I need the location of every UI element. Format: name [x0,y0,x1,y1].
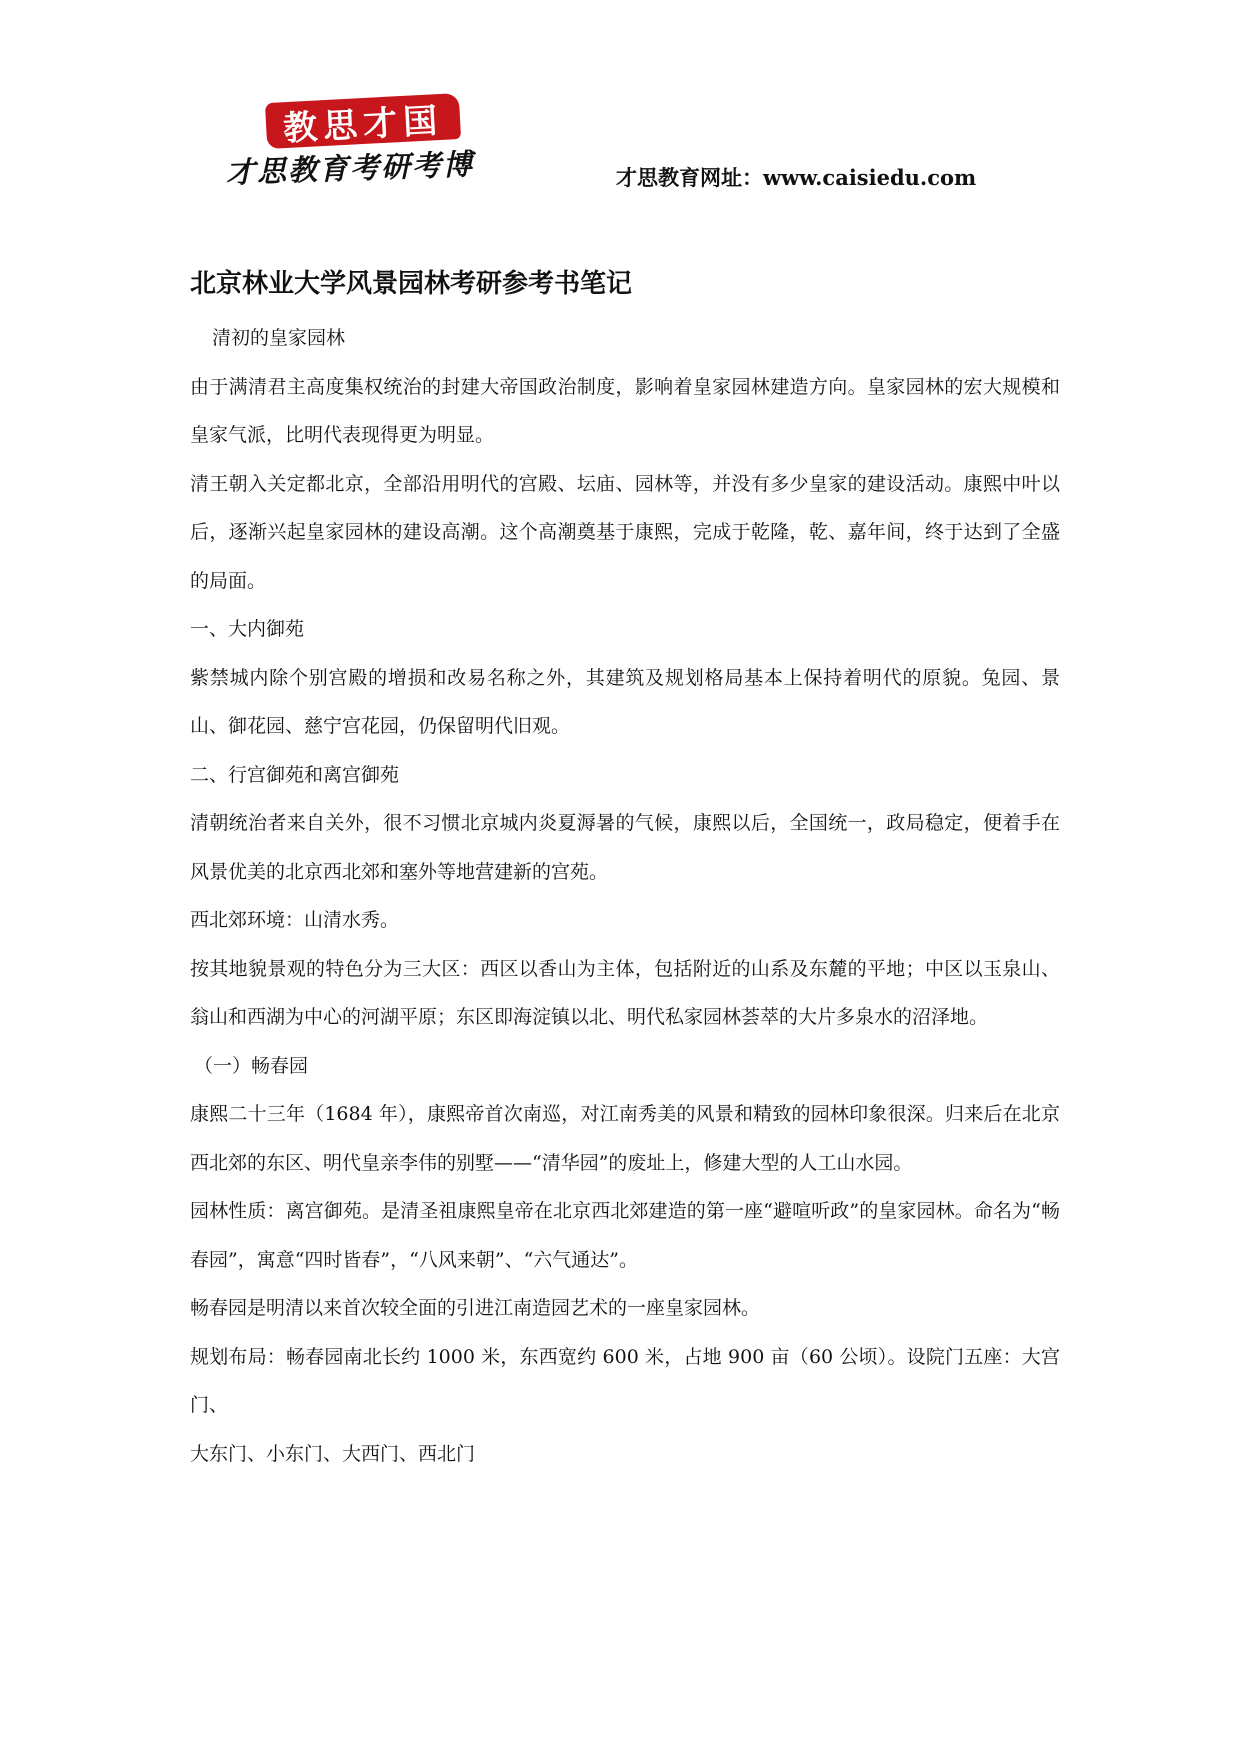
page-header [0,0,1240,230]
paragraph-heading: （一）畅春园 [194,1054,309,1077]
logo-seal-text: 教思才国 [265,93,461,149]
caisi-logo [222,92,492,192]
paragraph-section-heading: 清初的皇家园林 [212,327,346,349]
paragraph: 由于满清君主高度集权统治的封建大帝国政治制度，影响着皇家园林建造方向。皇家园林的宏大规模和皇家气派，比明代表现得更为明显。 [190,375,1060,446]
paragraph: 大东门、小东门、大西门、西北门 [190,1442,476,1465]
website-label: 才思教育网址：www.caisiedu.com [616,165,977,190]
paragraph-heading: 二、行宫御苑和离宫御苑 [190,763,400,786]
paragraph: 康熙二十三年（1684 年），康熙帝首次南巡，对江南秀美的风景和精致的园林印象很深。归来后在北京西北郊的东区、明代皇亲李伟的别墅——“清华园”的废址上，修建大型的人工山水园。 [190,1103,1060,1174]
document-body [190,262,1060,1478]
paragraph: 园林性质：离宫御苑。是清圣祖康熙皇帝在北京西北郊建造的第一座“避喧听政”的皇家园林。命名为“畅春园”，寓意“四时皆春”，“八风来朝”、“六气通达”。 [190,1200,1060,1271]
paragraph: 畅春园是明清以来首次较全面的引进江南造园艺术的一座皇家园林。 [190,1297,761,1319]
paragraph: 规划布局：畅春园南北长约 1000 米，东西宽约 600 米，占地 900 亩（60 公顷）。设院门五座：大宫门、 [190,1345,1060,1416]
paragraph: 按其地貌景观的特色分为三大区：西区以香山为主体，包括附近的山系及东麓的平地；中区以玉泉山、翁山和西湖为中心的河湖平原；东区即海淀镇以北、明代私家园林荟萃的大片多泉水的沼泽地。 [190,957,1060,1028]
logo-slogan-text: 才思教育考研考博 [225,147,475,190]
document-title: 北京林业大学风景园林考研参考书笔记 [190,269,633,299]
paragraph: 清王朝入关定都北京，全部沿用明代的宫殿、坛庙、园林等，并没有多少皇家的建设活动。康熙中叶以后，逐渐兴起皇家园林的建设高潮。这个高潮奠基于康熙，完成于乾隆，乾、嘉年间，终于达到了全盛的局面。 [190,472,1060,592]
paragraph: 清朝统治者来自关外，很不习惯北京城内炎夏溽暑的气候，康熙以后，全国统一，政局稳定，便着手在风景优美的北京西北郊和塞外等地营建新的宫苑。 [190,812,1060,883]
paragraph: 紫禁城内除个别宫殿的增损和改易名称之外，其建筑及规划格局基本上保持着明代的原貌。兔园、景山、御花园、慈宁宫花园，仍保留明代旧观。 [190,666,1060,737]
paragraph-heading: 一、大内御苑 [190,618,305,640]
paragraph: 西北郊环境：山清水秀。 [190,909,400,931]
